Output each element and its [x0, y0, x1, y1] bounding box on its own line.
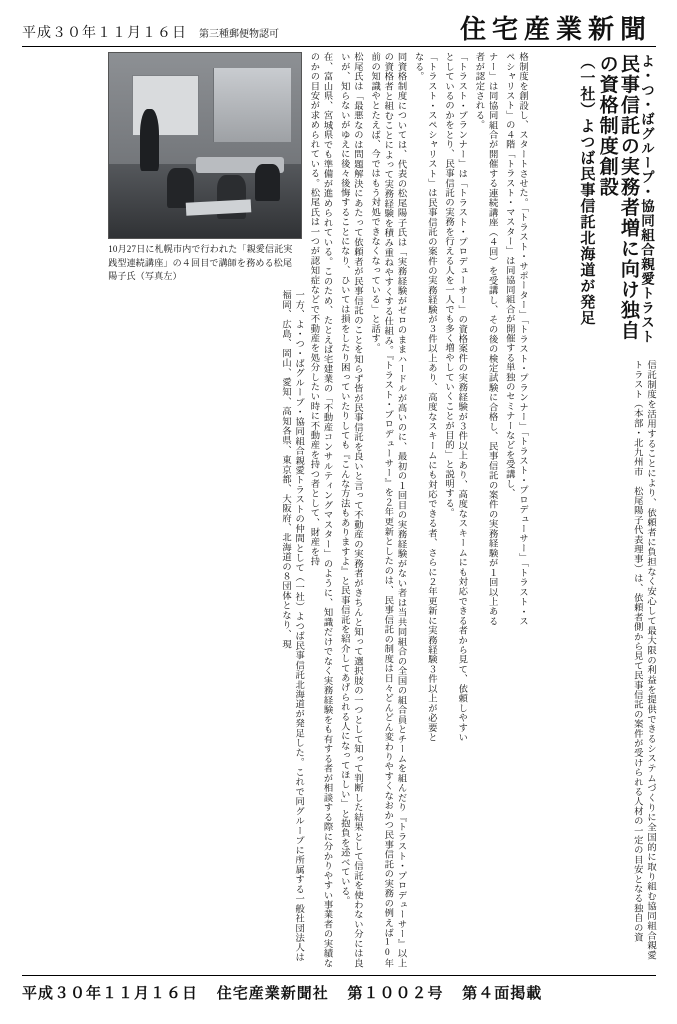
article-column: 信託制度を活用することにより、依頼者に負担なく安心して最大限の利益を提供できるシステムづくりに全国的に取り組む協同組合親愛トラスト（本部・北九州市 松尾陽子代表理事）は、依頼者側から見て民事信託の案件が受けられる人材の一定の目安となる独自の資 — [631, 360, 655, 960]
photo-caption: 10月27日に札幌市内で行われた「親愛信託実践型連続講座」の４回目で講師を務める松尾陽子氏（写真左） — [108, 244, 293, 281]
article-column: 一方、よ・つ・ばグループ・協同組合親愛トラストの仲間として（一社）よつば民事信託北海道が発足した。これで同グループに所属する一般社団法人は福岡、広島、岡山、愛知、高知各県、東京都、大阪府、北海道の８団体となり、現 — [280, 289, 304, 962]
masthead-postal-stamp: 第三種郵便物認可 — [199, 29, 279, 40]
article-column: ナー」は同協同組合が開催する連続講座（４回）を受講し、その後の検定試験に合格し、民事信託の案件の実務経験が１回以上ある者が認定される。 — [473, 52, 497, 626]
headline-main: 民事信託の実務者増に向け独自の資格制度創設 — [596, 54, 639, 341]
footer-publisher: 住宅産業新聞社 — [216, 986, 329, 1002]
article-column: 「トラスト・プランナー」は「トラスト・プロデューサー」の資格案件の実務経験が３件以上あり、高度なスキームにも対応できる者から見て、依頼しやすいとしているのかをとり、民事信託の実務を行える人を一人でも多く増やしていくことが目的」と説明する。 — [443, 52, 467, 742]
footer-date: 平成３０年１１月１６日 — [22, 986, 199, 1002]
masthead — [22, 10, 656, 46]
headline — [578, 52, 656, 354]
footer-divider — [22, 975, 656, 976]
newspaper-title: 住宅産業新聞 — [459, 15, 652, 44]
article-column: 同資格制度については、代表の松尾陽子氏は「実務経験がゼロのままハードルが高いのに、最初の１回目の実務経験がない者は当共同組合の全国の組合員とチームを組んだり『トラスト・プロデューサー』以上の資格者と組むことによって実務経験を積み重ねやすくする仕組み。『トラスト・プロデューサー』を２年更新としたのは、民事信託の制度は日々どんどん変わりやすくなおかつ民事信託の実務の例えば10年前の知識やとたえば、今ではもう対処できなくなっている」と話す。 — [369, 52, 406, 968]
masthead-divider — [22, 46, 656, 47]
article-column: 在、富山県、宮城県でも準備が進められている。このため、たとえば宅建業の「不動産コンサルティングマスター」のように、知識だけでなく実務経験をも有する者が相談する際に分かりやすい事業者の実績なのかの目安が求められている。松尾氏は一つが認知症などで不動産を処分したい時に不動産を持つ者として、財産を持 — [308, 52, 332, 968]
headline-zone — [530, 52, 656, 968]
footer — [22, 982, 656, 1003]
article-column: 格制度を創設し、スタートさせた。「トラスト・サポーター」「トラスト・プランナー」「トラスト・プロデューサー」「トラスト・スペシャリスト」の４階「トラスト・マスター」は同協同組合が開催する単独のセミナーなどを受講し、 — [503, 52, 527, 626]
photo-window — [213, 68, 291, 142]
masthead-date: 平成３０年１１月１６日 — [22, 26, 187, 41]
article-body — [22, 52, 656, 968]
article-column: 「トラスト・スペシャリスト」は民事信託の案件の実務経験が３件以上あり、高度なスキームにも対応できる者、さらに２年更新に実務経験３件以上が必要となる。 — [412, 52, 436, 742]
photo-zone — [108, 52, 304, 968]
footer-issue: 第１００２号 — [347, 986, 444, 1002]
article-photo — [108, 52, 302, 239]
photo-attendee — [255, 164, 280, 201]
headline-sub: （一社）よつば民事信託北海道が発足 — [578, 54, 595, 326]
article-column: 松尾氏は「最悪なのは問題解決にあたって依頼者が民事信託のことを知らず皆が民事信託を良いと言って不動産の実務者がきちんと知って選択肢の一つとして知って判断した結果として信託を使わない分には良いが、知らないがゆえに後々後悔することになり、ひいては損をしたり困っていたりしても『こんな方法もありますよ』と民事信託を紹介してあげられる人になってほしい」と抱負を述べている。 — [338, 52, 362, 968]
footer-page: 第４面掲載 — [462, 986, 543, 1002]
headline-kicker: よ・つ・ばグループ・協同組合親愛トラスト — [639, 54, 654, 344]
photo-speaker — [140, 109, 159, 172]
